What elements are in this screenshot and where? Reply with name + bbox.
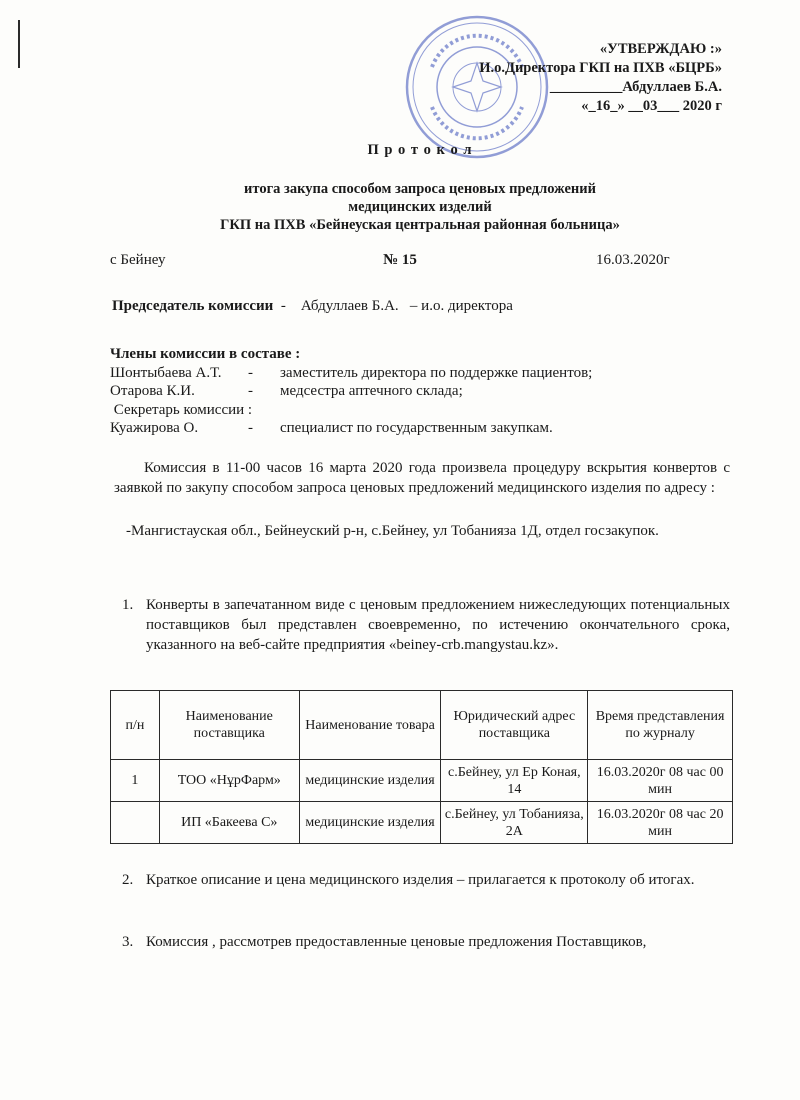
address-text: -Мангистауская обл., Бейнеуский р-н, с.Бейнеу, ул Тобанияза 1Д, отдел госзакупок. [126,523,659,539]
suppliers-table [110,690,733,844]
member-dash: - [248,364,253,381]
table-header-cell: Наименование товара [299,691,441,760]
approval-position: И.о.Директора ГКП на ПХВ «БЦРБ» [479,60,722,76]
table-cell [111,802,160,844]
table-cell: ТОО «НұрФарм» [159,760,299,802]
secretary-dash: - [248,420,253,436]
list-item-number: 2. [122,872,134,888]
approval-signature-line: __________Абдуллаев Б.А. [549,79,722,95]
subtitle-line: итога закупа способом запроса ценовых предложений [244,181,596,197]
list-item-text: Конверты в запечатанном виде с ценовым предложением нижеследующих потенциальных поставщиков был представлен своевременно, по истечению окончательного срока, указанного на веб-сайте предприятия «beiney-crb.mangystau.kz». [146,597,730,653]
approval-block [479,40,722,116]
table-cell: 16.03.2020г 08 час 00 мин [588,760,733,802]
table-cell: медицинские изделия [299,802,441,844]
table-row [111,760,733,802]
commission-chair [112,298,513,315]
margin-pen-mark [18,20,20,68]
table-cell: медицинские изделия [299,760,441,802]
document-number: № 15 [383,252,417,268]
approval-title: «УТВЕРЖДАЮ :» [599,41,722,57]
chair-separator: - [273,298,301,314]
table-cell: с.Бейнеу, ул Тобанияза, 2А [441,802,588,844]
subtitle-line: медицинских изделий [348,199,492,215]
member-dash: - [248,383,253,399]
list-item [122,932,730,952]
member-name: Отарова К.И. [110,383,195,399]
document-subtitle [100,180,740,234]
subtitle-line: ГКП на ПХВ «Бейнеуская центральная районная больница» [220,217,620,233]
secretary-role: специалист по государственным закупкам. [280,420,553,436]
member-role: заместитель директора по поддержке пациентов; [280,364,593,381]
table-header-cell: Юридический адрес поставщика [441,691,588,760]
chair-label: Председатель комиссии [112,298,274,314]
table-row [111,802,733,844]
commission-members [110,345,592,438]
member-role: медсестра аптечного склада; [280,383,463,399]
secretary-name: Куажирова О. [110,420,199,436]
table-header-cell: Время представления по журналу [588,691,733,760]
table-header-cell: Наименование поставщика [159,691,299,760]
approval-date: «_16_» __03___ 2020 г [581,98,722,114]
table-header-cell: п/н [111,691,160,760]
table-header-row [111,691,733,760]
document-date: 16.03.2020г [596,252,670,268]
member-row [110,364,592,383]
table-cell: 1 [111,760,160,802]
members-header: Члены комиссии в составе : [110,346,301,362]
list-item [122,870,730,890]
member-row [110,382,592,401]
chair-name: Абдуллаев Б.А. – и.о. директора [300,298,513,314]
list-item-number: 1. [122,597,134,613]
document-title: П р о т о к о л [367,142,473,158]
list-item-text: Краткое описание и цена медицинского изделия – прилагается к протоколу об итогах. [146,872,695,888]
intro-paragraph [114,458,730,498]
secretary-label: Секретарь комиссии : [110,401,253,418]
list-item-text: Комиссия , рассмотрев предоставленные ценовые предложения Поставщиков, [146,934,647,950]
secretary-row [110,419,592,438]
address-paragraph [114,521,730,541]
table-cell: 16.03.2020г 08 час 20 мин [588,802,733,844]
document-place: с Бейнеу [110,252,166,268]
list-item-number: 3. [122,934,134,950]
table-cell: с.Бейнеу, ул Ер Коная, 14 [441,760,588,802]
intro-text: Комиссия в 11-00 часов 16 марта 2020 года произвела процедуру вскрытия конвертов с заявкой по закупу способом запроса ценовых предложений медицинского изделия по адресу : [114,460,730,496]
table-cell: ИП «Бакеева С» [159,802,299,844]
member-name: Шонтыбаева А.Т. [110,364,222,381]
list-item [122,595,730,655]
